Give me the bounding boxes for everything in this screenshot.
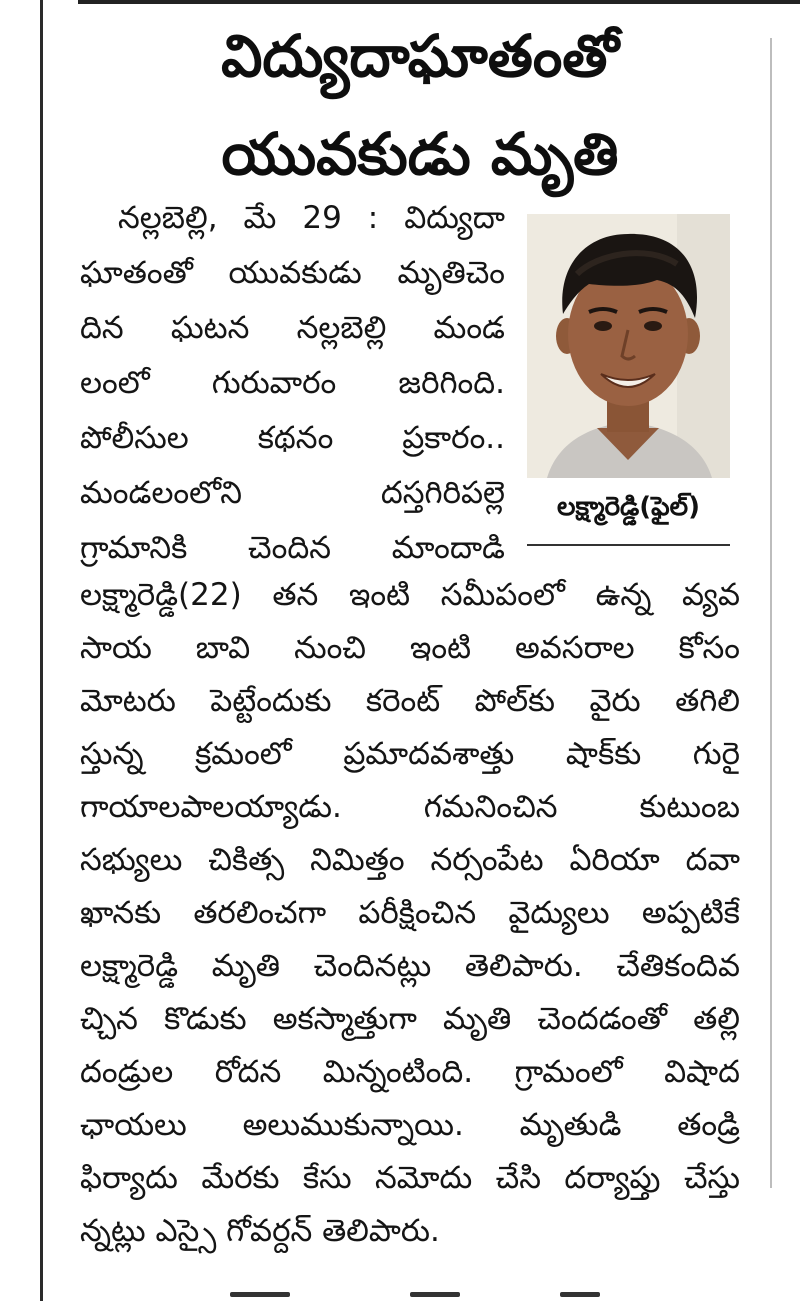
article-line: న్నట్లు ఎస్సై గోవర్దన్ తెలిపారు.	[80, 1213, 440, 1249]
article-line: నల్లబెల్లి, మే 29 : విద్యుదా	[118, 200, 505, 236]
article-line: దిన ఘటన నల్లబెల్లి మండ	[80, 310, 505, 346]
article-line: లక్ష్మారెడ్డి(22) తన ఇంటి సమీపంలో ఉన్న వ్యవ	[80, 577, 740, 613]
article-line: ఫిర్యాదు మేరకు కేసు నమోదు చేసి దర్యాప్తు చేస్తు	[80, 1160, 740, 1196]
caption-rule	[527, 544, 730, 546]
article-line: స్తున్న క్రమంలో ప్రమాదవశాత్తు షాక్‌కు గురై	[80, 736, 740, 772]
article-line: సభ్యులు చికిత్స నిమిత్తం నర్సంపేట ఏరియా దవా	[80, 842, 740, 878]
article-line: లంలో గురువారం జరిగింది.	[80, 365, 505, 401]
headline-line-2: యువకుడు మృతి	[221, 120, 619, 188]
article-line: సాయ బావి నుంచి ఇంటి అవసరాల కోసం	[80, 630, 740, 666]
article-line: గాయాలపాలయ్యాడు. గమనించిన కుటుంబ	[80, 789, 740, 825]
article-line: ఛాయలు అలుముకున్నాయి. మృతుడి తండ్రి	[80, 1107, 740, 1143]
headline-line-1: విద్యుదాఘాతంతో	[221, 22, 619, 90]
article-line: చ్చిన కొడుకు అకస్మాత్తుగా మృతి చెందడంతో తల్లి	[80, 1001, 740, 1037]
column-top-rule	[78, 0, 800, 4]
article-line: లక్ష్మారెడ్డి మృతి చెందినట్లు తెలిపారు. చేతికందివ	[80, 948, 740, 984]
photo-caption: లక్ష్మారెడ్డి(ఫైల్)	[557, 492, 700, 522]
article-line: ఖానకు తరలించగా పరీక్షించిన వైద్యులు అప్పటికే	[80, 895, 740, 931]
cropped-next-article	[230, 1292, 630, 1301]
column-right-rule	[770, 38, 772, 1188]
article-line: పోలీసుల కథనం ప్రకారం..	[80, 420, 505, 456]
article-line: మోటరు పెట్టేందుకు కరెంట్ పోల్‌కు వైరు తగిలి	[80, 683, 740, 719]
article-line: మండలంలోని దస్తగిరిపల్లె	[80, 475, 505, 511]
article-line: గ్రామానికి చెందిన మాందాడి	[80, 530, 505, 566]
article-line: ఘాతంతో యువకుడు మృతిచెం	[80, 255, 505, 291]
article-line: దండ్రుల రోదన మిన్నంటింది. గ్రామంలో విషాద	[80, 1054, 740, 1090]
person-photo	[527, 214, 730, 478]
column-left-rule	[40, 0, 43, 1301]
